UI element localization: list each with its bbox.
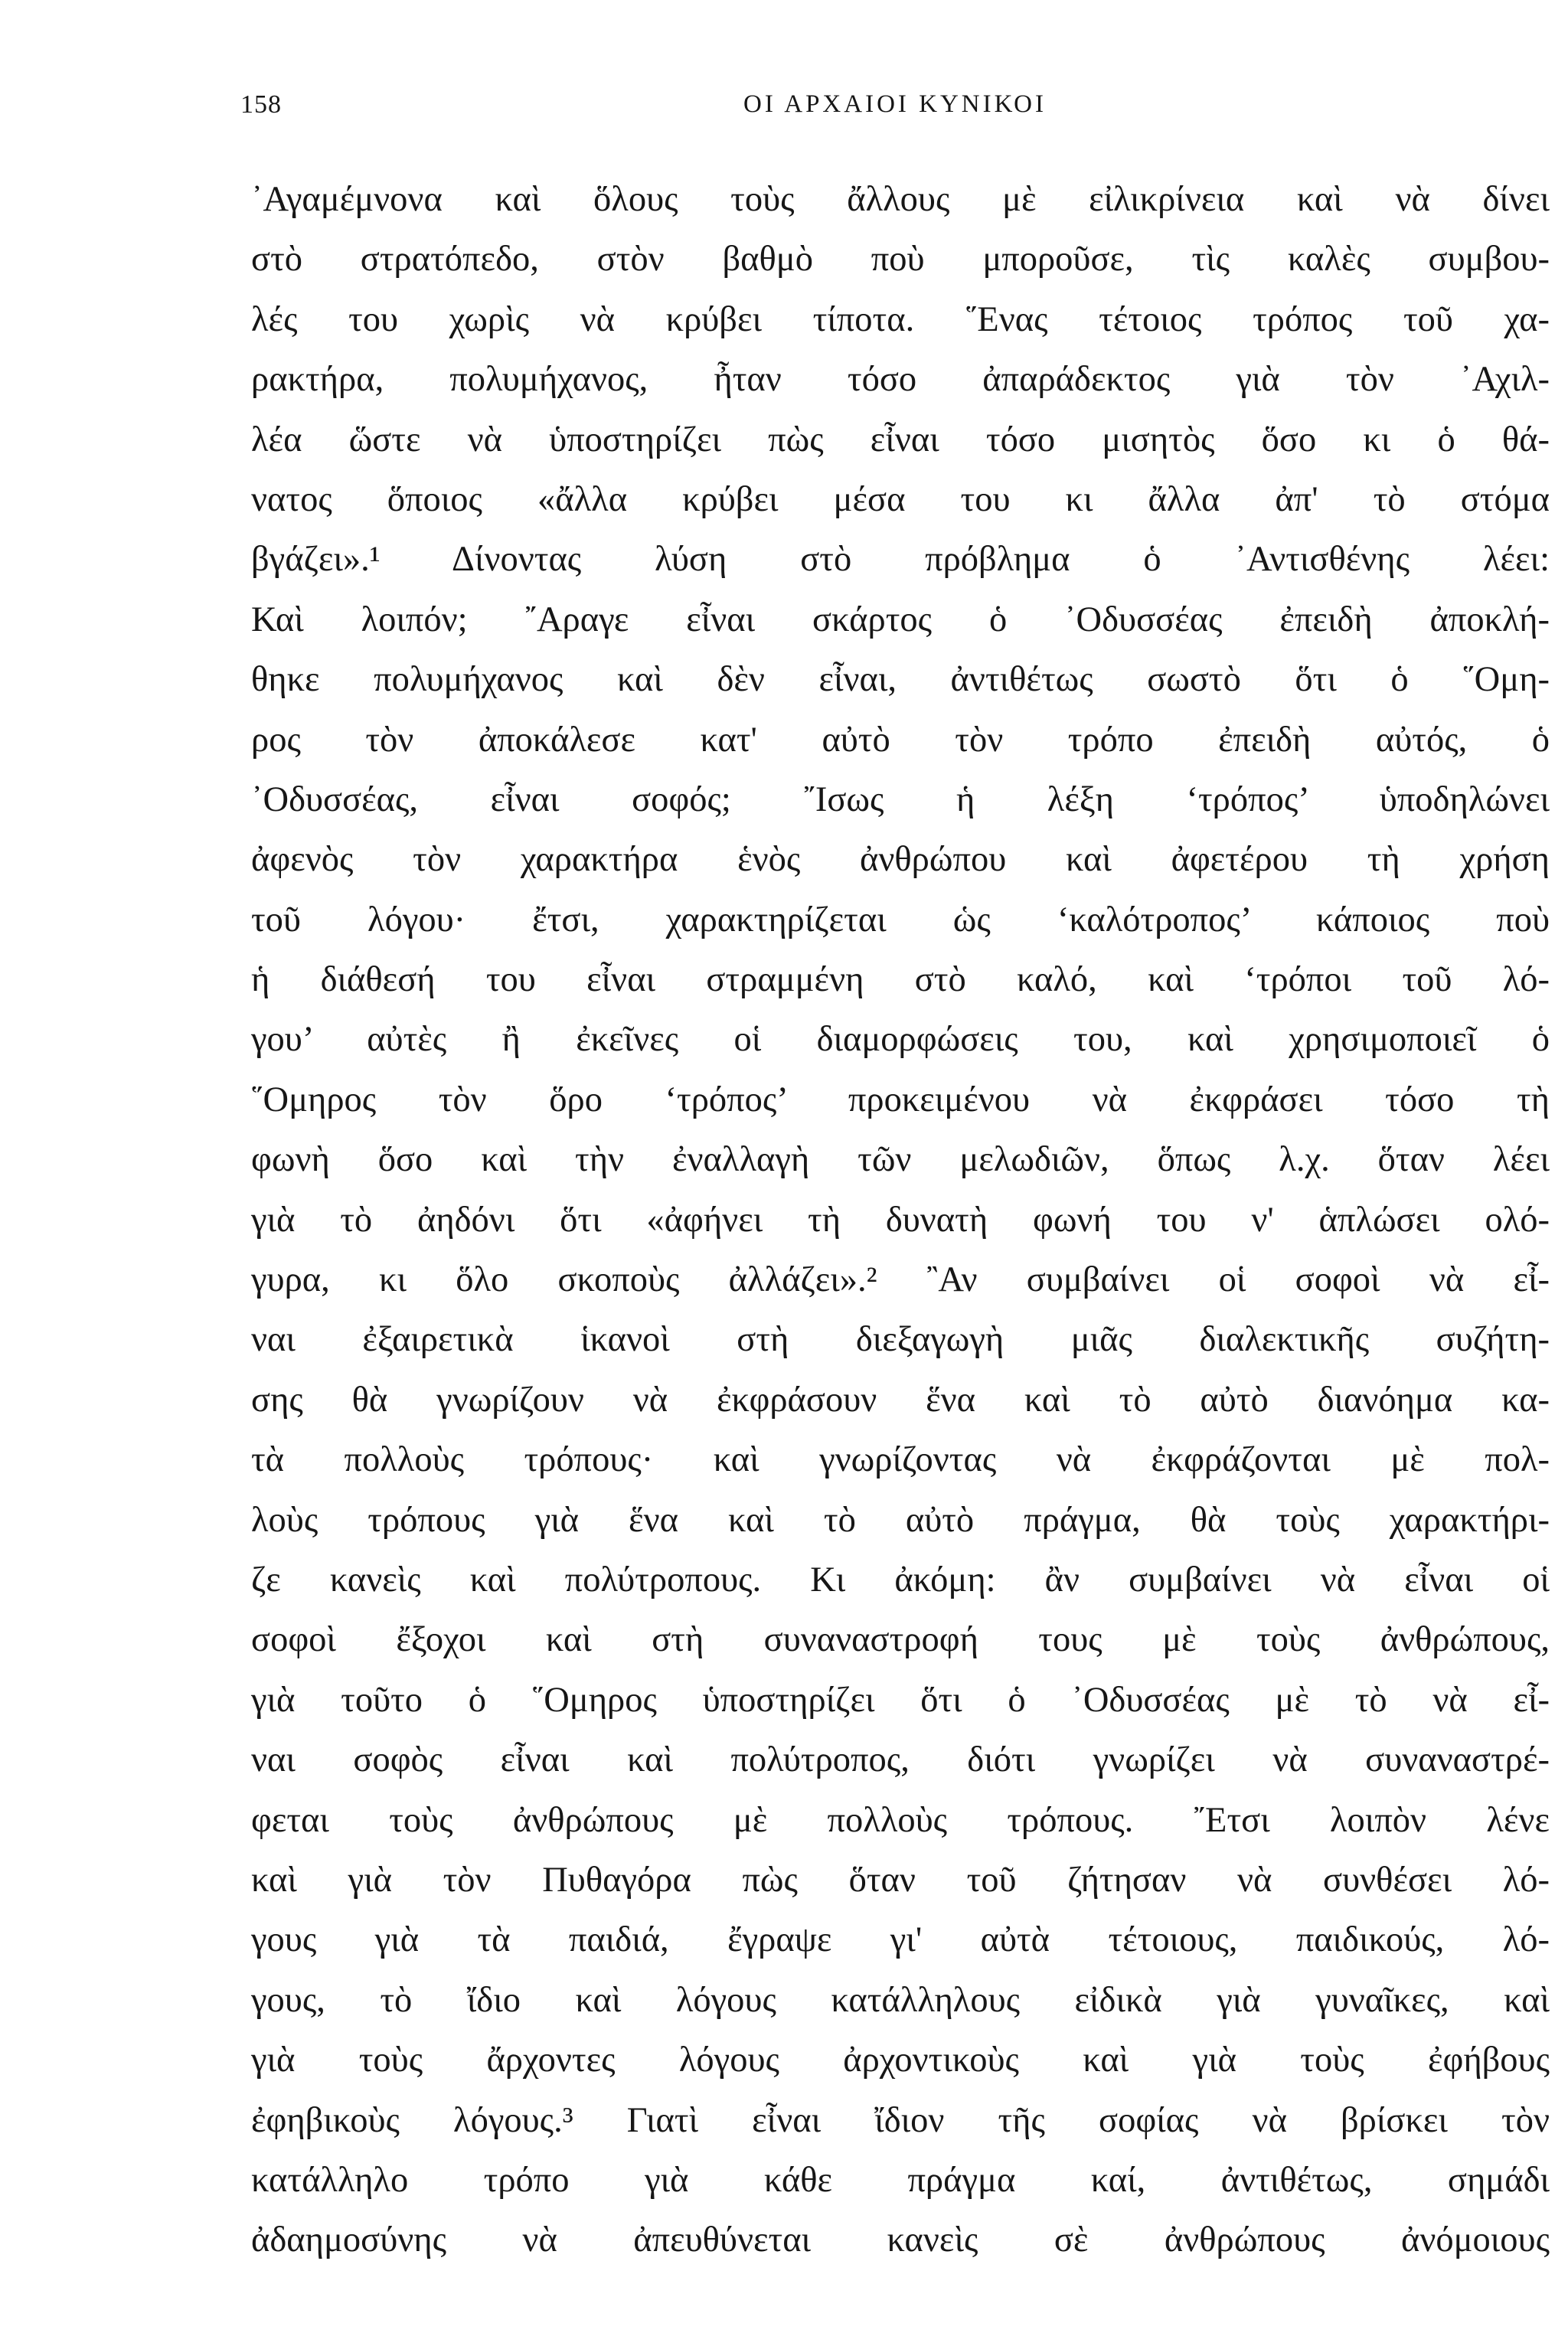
text-line: γους, τὸ ἴδιο καὶ λόγους κατάλληλους εἰδικὰ γιὰ γυναῖκες, καὶ [251, 1980, 1550, 2020]
body-text [251, 170, 1550, 2271]
text-line: ναι ἐξαιρετικὰ ἱκανοὶ στὴ διεξαγωγὴ μιᾶς διαλεκτικῆς συζήτη- [251, 1320, 1550, 1360]
text-line: βγάζει».¹ Δίνοντας λύση στὸ πρόβλημα ὁ ᾿Αντισθένης λέει: [251, 540, 1550, 580]
text-line: νατος ὅποιος «ἄλλα κρύβει μέσα του κι ἄλλα ἀπ' τὸ στόμα [251, 479, 1550, 519]
text-line: ρακτήρα, πολυμήχανος, ἦταν τόσο ἀπαράδεκτος γιὰ τὸν ᾿Αχιλ- [251, 360, 1550, 400]
page-number: 158 [240, 90, 282, 119]
text-line: καὶ γιὰ τὸν Πυθαγόρα πὼς ὅταν τοῦ ζήτησαν νὰ συνθέσει λό- [251, 1860, 1550, 1900]
text-line: σης θὰ γνωρίζουν νὰ ἐκφράσουν ἕνα καὶ τὸ αὐτὸ διανόημα κα- [251, 1380, 1550, 1420]
text-line: φεται τοὺς ἀνθρώπους μὲ πολλοὺς τρόπους. ῎Ετσι λοιπὸν λένε [251, 1800, 1550, 1840]
text-line: γιὰ τὸ ἀηδόνι ὅτι «ἀφήνει τὴ δυνατὴ φωνή του ν' ἁπλώσει ολό- [251, 1200, 1550, 1240]
text-line: λοὺς τρόπους γιὰ ἕνα καὶ τὸ αὐτὸ πράγμα, θὰ τοὺς χαρακτήρι- [251, 1500, 1550, 1540]
page-header [240, 90, 1550, 136]
text-line: σοφοὶ ἔξοχοι καὶ στὴ συναναστροφή τους μὲ τοὺς ἀνθρώπους, [251, 1620, 1550, 1660]
text-line: γιὰ τοῦτο ὁ ῞Ομηρος ὑποστηρίζει ὅτι ὁ ᾿Οδυσσέας μὲ τὸ νὰ εἶ- [251, 1680, 1550, 1720]
text-line: λέα ὥστε νὰ ὑποστηρίζει πὼς εἶναι τόσο μισητὸς ὅσο κι ὁ θά- [251, 420, 1550, 459]
text-line: ἀφενὸς τὸν χαρακτήρα ἑνὸς ἀνθρώπου καὶ ἀφετέρου τὴ χρήση [251, 840, 1550, 880]
text-line: ᾿Οδυσσέας, εἶναι σοφός; ῎Ισως ἡ λέξη ‘τρόπος’ ὑποδηλώνει [251, 779, 1550, 819]
text-line: ζε κανεὶς καὶ πολύτροπους. Κι ἀκόμη: ἂν συμβαίνει νὰ εἶναι οἱ [251, 1560, 1550, 1599]
text-line: ἀδαημοσύνης νὰ ἀπευθύνεται κανεὶς σὲ ἀνθρώπους ἀνόμοιους [251, 2220, 1550, 2260]
text-line: ἐφηβικοὺς λόγους.³ Γιατὶ εἶναι ἴδιον τῆς σοφίας νὰ βρίσκει τὸν [251, 2100, 1550, 2140]
text-line: τὰ πολλοὺς τρόπους· καὶ γνωρίζοντας νὰ ἐκφράζονται μὲ πολ- [251, 1440, 1550, 1480]
running-title: ΟΙ ΑΡΧΑΙΟΙ ΚΥΝΙΚΟΙ [743, 90, 1047, 118]
text-line: γους γιὰ τὰ παιδιά, ἔγραψε γι' αὐτὰ τέτοιους, παιδικούς, λό- [251, 1920, 1550, 1960]
text-line: ῞Ομηρος τὸν ὅρο ‘τρόπος’ προκειμένου νὰ ἐκφράσει τόσο τὴ [251, 1080, 1550, 1119]
text-line: ρος τὸν ἀποκάλεσε κατ' αὐτὸ τὸν τρόπο ἐπειδὴ αὐτός, ὁ [251, 720, 1550, 760]
text-line: τοῦ λόγου· ἔτσι, χαρακτηρίζεται ὡς ‘καλότροπος’ κάποιος ποὺ [251, 900, 1550, 939]
text-line: ναι σοφὸς εἶναι καὶ πολύτροπος, διότι γνωρίζει νὰ συναναστρέ- [251, 1740, 1550, 1780]
text-line: γυρα, κι ὅλο σκοποὺς ἀλλάζει».² ῍Αν συμβαίνει οἱ σοφοὶ νὰ εἶ- [251, 1260, 1550, 1300]
text-line: ᾿Αγαμέμνονα καὶ ὅλους τοὺς ἄλλους μὲ εἰλικρίνεια καὶ νὰ δίνει [251, 180, 1550, 219]
text-line: στὸ στρατόπεδο, στὸν βαθμὸ ποὺ μποροῦσε, τὶς καλὲς συμβου- [251, 240, 1550, 279]
text-line: θηκε πολυμήχανος καὶ δὲν εἶναι, ἀντιθέτως σωστὸ ὅτι ὁ ῞Ομη- [251, 660, 1550, 700]
text-line: κατάλληλο τρόπο γιὰ κάθε πράγμα καί, ἀντιθέτως, σημάδι [251, 2160, 1550, 2200]
text-line: γιὰ τοὺς ἄρχοντες λόγους ἀρχοντικοὺς καὶ γιὰ τοὺς ἐφήβους [251, 2041, 1550, 2080]
text-line: γου’ αὐτὲς ἢ ἐκεῖνες οἱ διαμορφώσεις του, καὶ χρησιμοποιεῖ ὁ [251, 1020, 1550, 1060]
text-line: λές του χωρὶς νὰ κρύβει τίποτα. ῞Ενας τέτοιος τρόπος τοῦ χα- [251, 299, 1550, 339]
text-line: ἡ διάθεσή του εἶναι στραμμένη στὸ καλό, καὶ ‘τρόποι τοῦ λό- [251, 960, 1550, 1000]
text-line: φωνὴ ὅσο καὶ τὴν ἐναλλαγὴ τῶν μελωδιῶν, ὅπως λ.χ. ὅταν λέει [251, 1140, 1550, 1180]
text-line: Καὶ λοιπόν; ῎Αραγε εἶναι σκάρτος ὁ ᾿Οδυσσέας ἐπειδὴ ἀποκλή- [251, 600, 1550, 639]
